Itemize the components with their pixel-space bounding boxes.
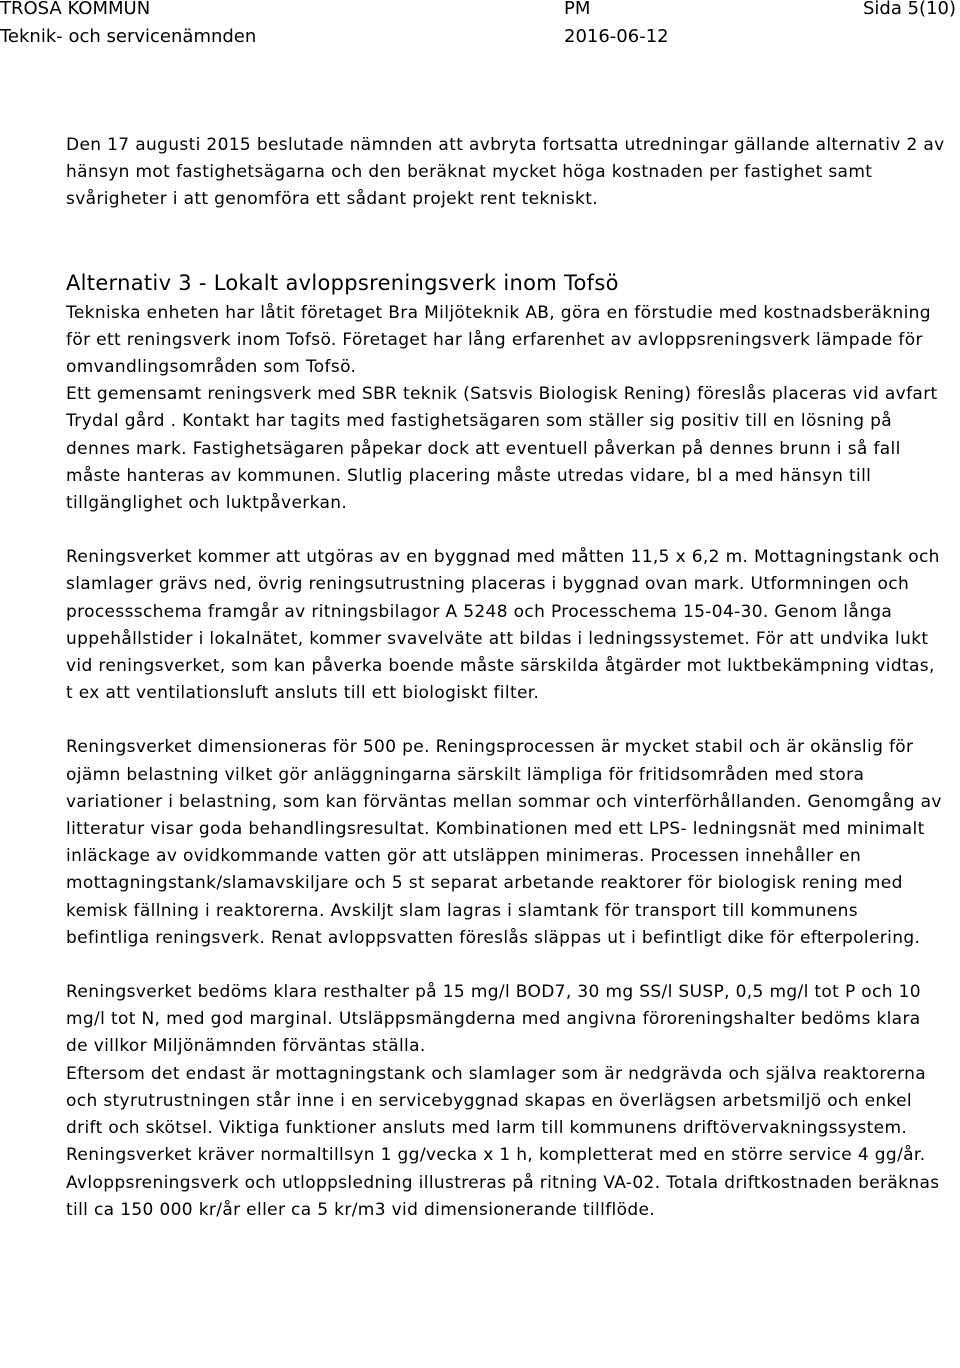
paragraph-3: Reningsverket kommer att utgöras av en byggnad med måtten 11,5 x 6,2 m. Mottagningstank och slamlager grävs ned, övrig reningsutrustning placeras i byggnad ovan mark. Utformningen och processschema framgår av ritningsbilagor A 5248 och Processchema 15-04-30. Genom långa uppehållstider i lokalnätet, kommer svavelväte att bildas i ledningssystemet. För att undvika lukt vid reningsverket, som kan påverka boende måste särskilda åtgärder mot luktbekämpning vidtas, t ex att ventilationsluft ansluts till ett biologiskt filter. [66,547,940,704]
page-number: Sida 5(10) [862,0,956,19]
department-name: Teknik- och servicenämnden [0,26,257,47]
intro-paragraph: Den 17 augusti 2015 beslutade nämnden att avbryta fortsatta utredningar gällande alternativ 2 av hänsyn mot fastighetsägarna och den beräknat mycket höga kostnaden per fastighet samt svårigheter i att genomföra ett sådant projekt rent tekniskt. [66,135,945,210]
paragraph-5: Reningsverket bedöms klara resthalter på 15 mg/l BOD7, 30 mg SS/l SUSP, 0,5 mg/l tot P och 10 mg/l tot N, med god marginal. Utsläppsmängderna med angivna föroreningshalter bedöms klara de villkor Miljönämnden förväntas ställa. [66,982,921,1057]
paragraph-2: Ett gemensamt reningsverk med SBR teknik (Satsvis Biologisk Rening) föreslås placeras vid avfart Trydal gård . Kontakt har tagits med fastighetsägaren som ställer sig positiv till en lösning på dennes mark. Fastighetsägaren påpekar dock att eventuell påverkan på dennes brunn i så fall måste hanteras av kommunen. Slutlig placering måste utredas vidare, bl a med hänsyn till tillgänglighet och luktpåverkan. [66,384,938,514]
paragraph-6: Eftersom det endast är mottagningstank och slamlager som är nedgrävda och själva reaktorerna och styrutrustningen står inne i en servicebyggnad skapas en överlägsen arbetsmiljö och enkel drift och skötsel. Viktiga funktioner ansluts med larm till kommunens driftövervakningssystem. Reningsverket kräver normaltillsyn 1 gg/vecka x 1 h, kompletterat med en större service 4 gg/år. [66,1063,927,1166]
paragraph-1: Tekniska enheten har låtit företaget Bra Miljöteknik AB, göra en förstudie med kostnadsberäkning för ett reningsverk inom Tofsö. Företaget har lång erfarenhet av avloppsreningsverk lämpade för omvandlingsområden som Tofsö. [66,302,931,378]
document-body [66,132,946,1224]
paragraph-7: Avloppsreningsverk och utloppsledning illustreras på ritning VA-02. Totala driftkostnaden beräknas till ca 150 000 kr/år eller ca 5 kr/m3 vid dimensionerande tillflöde. [66,1172,940,1220]
organization-name: TROSA KOMMUN [0,0,151,19]
document-date: 2016-06-12 [564,26,669,47]
section-heading: Alternativ 3 - Lokalt avloppsreningsverk inom Tofsö [66,270,619,295]
page-header [0,0,960,52]
document-type: PM [564,0,591,19]
paragraph-4: Reningsverket dimensioneras för 500 pe. Reningsprocessen är mycket stabil och är okänslig för ojämn belastning vilket gör anläggningarna särskilt lämpliga för fritidsområden med stora variationer i belastning, som kan förväntas mellan sommar och vinterförhållanden. Genomgång av litteratur visar goda behandlingsresultat. Kombinationen med ett LPS- ledningsnät med minimalt inläckage av ovidkommande vatten gör att utsläppen minimeras. Processen innehåller en mottagningstank/slamavskiljare och 5 st separat arbetande reaktorer för biologisk rening med kemisk fällning i reaktorerna. Avskiljt slam lagras i slamtank för transport till kommunens befintliga reningsverk. Renat avloppsvatten föreslås släppas ut i befintligt dike för efterpolering. [66,737,942,948]
